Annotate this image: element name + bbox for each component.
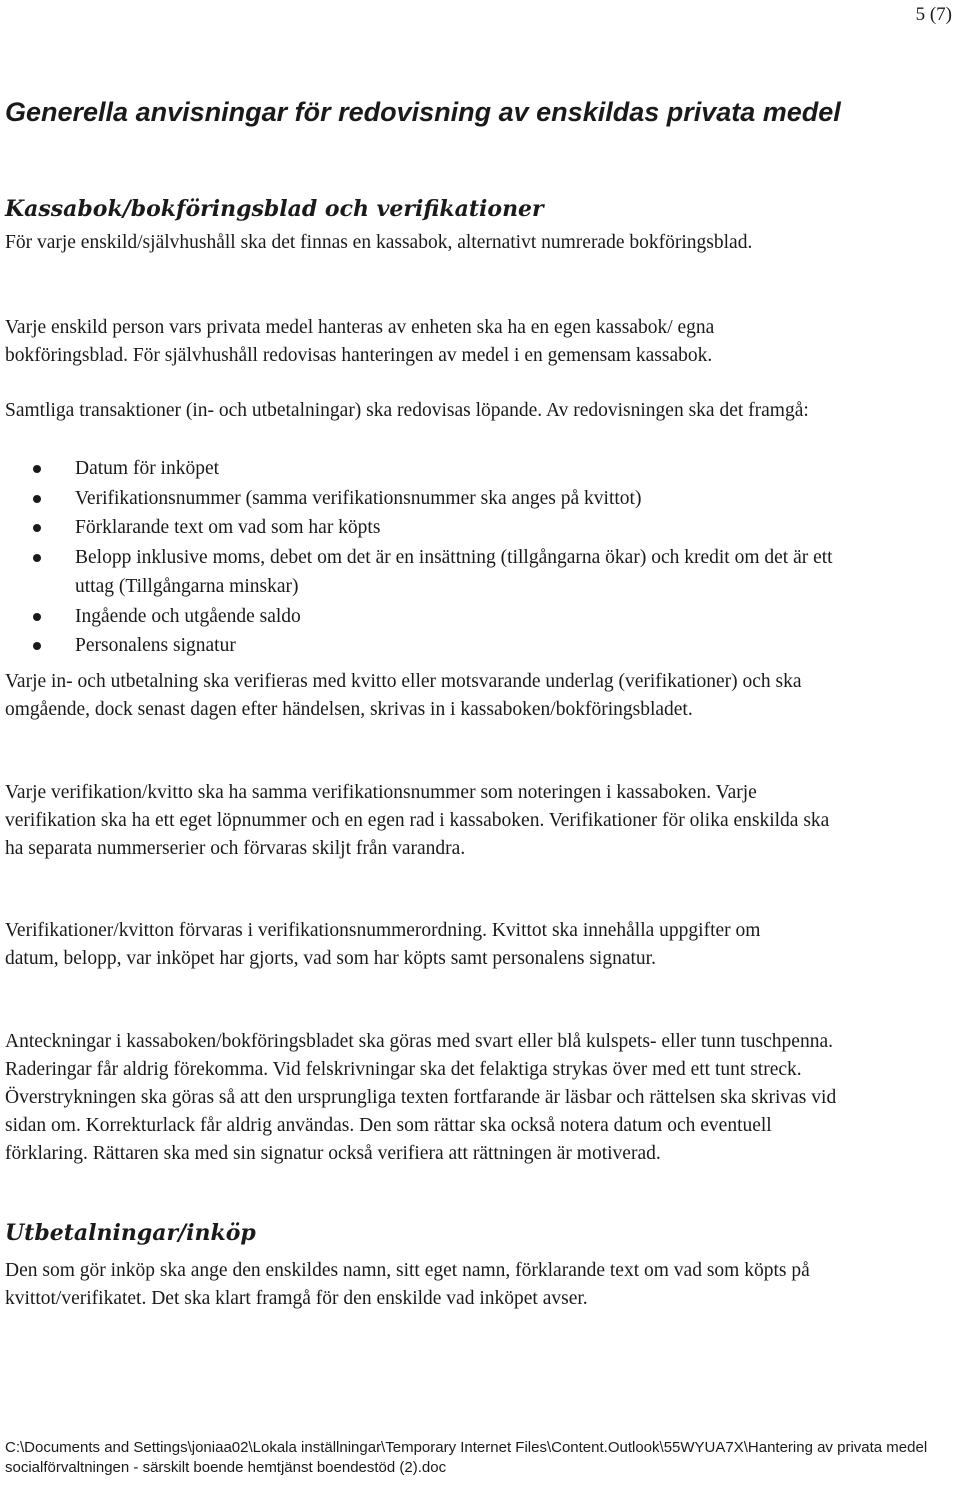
list-item: Personalens signatur (0, 631, 835, 661)
paragraph: Varje in- och utbetalning ska verifieras med kvitto eller motsvarande underlag (verifikationer) och ska omgående, dock senast dagen efter händelsen, skrivas in i kassaboken/bokföringsbladet. (5, 671, 802, 720)
paragraph: Samtliga transaktioner (in- och utbetalningar) ska redovisas löpande. Av redovisningen ska det framgå: (5, 400, 809, 421)
section-heading-utbetalningar: Utbetalningar/inköp (5, 1220, 256, 1246)
paragraph: Varje enskild person vars privata medel hanteras av enheten ska ha en egen kassabok/ egna bokföringsblad. För självhushåll redovisas hanteringen av medel i en gemensam kassabok. (5, 317, 715, 366)
list-item: Förklarande text om vad som har köpts (0, 513, 835, 543)
paragraph: Anteckningar i kassaboken/bokföringsbladet ska göras med svart eller blå kulspets- eller tunn tuschpenna. Raderingar får aldrig förekomma. Vid felskrivningar ska det felaktiga strykas över med ett tunt streck. Överstrykningen ska göras så att den ursprungliga texten fortfarande är läsbar och rättelsen ska skrivas vid sidan om. Korrekturlack får aldrig användas. Den som rättar ska också notera datum och eventuell förklaring. Rättaren ska med sin signatur också verifiera att rättningen är motiverad. (5, 1031, 837, 1164)
bullet-icon (33, 642, 41, 650)
bullet-icon (33, 495, 41, 503)
paragraph: Verifikationer/kvitton förvaras i verifikationsnummerordning. Kvittot ska innehålla uppgifter om datum, belopp, var inköpet har gjorts, vad som har köpts samt personalens signatur. (5, 920, 761, 969)
document-title: Generella anvisningar för redovisning av enskildas privata medel (5, 97, 841, 127)
bullet-icon (33, 554, 41, 562)
page-number: 5 (7) (915, 4, 952, 25)
section-heading-kassabok: Kassabok/bokföringsblad och verifikationer (5, 196, 544, 222)
bullet-icon (33, 465, 41, 473)
footer-file-path: C:\Documents and Settings\joniaa02\Lokala inställningar\Temporary Internet Files\Content.Outlook\55WYUA7X\Hantering av privata medel socialförvaltningen - särskilt boende hemtjänst boendestöd (2).doc (5, 1439, 928, 1476)
bullet-icon (33, 613, 41, 621)
list-item: Ingående och utgående saldo (0, 602, 835, 632)
list-item: Belopp inklusive moms, debet om det är en insättning (tillgångarna ökar) och kredit om det är ett uttag (Tillgångarna minskar) (0, 543, 835, 602)
list-item: Verifikationsnummer (samma verifikationsnummer ska anges på kvittot) (0, 484, 835, 514)
bullet-icon (33, 524, 41, 532)
requirements-list (0, 454, 835, 661)
paragraph: Varje verifikation/kvitto ska ha samma verifikationsnummer som noteringen i kassaboken. Varje verifikation ska ha ett eget löpnummer och en egen rad i kassaboken. Verifikationer för olika enskilda ska ha separata nummerserier och förvaras skiljt från varandra. (5, 782, 830, 859)
paragraph: För varje enskild/självhushåll ska det finnas en kassabok, alternativt numrerade bokföringsblad. (5, 232, 753, 253)
paragraph: Den som gör inköp ska ange den enskildes namn, sitt eget namn, förklarande text om vad som köpts på kvittot/verifikatet. Det ska klart framgå för den enskilde vad inköpet avser. (5, 1260, 810, 1309)
list-item: Datum för inköpet (0, 454, 835, 484)
